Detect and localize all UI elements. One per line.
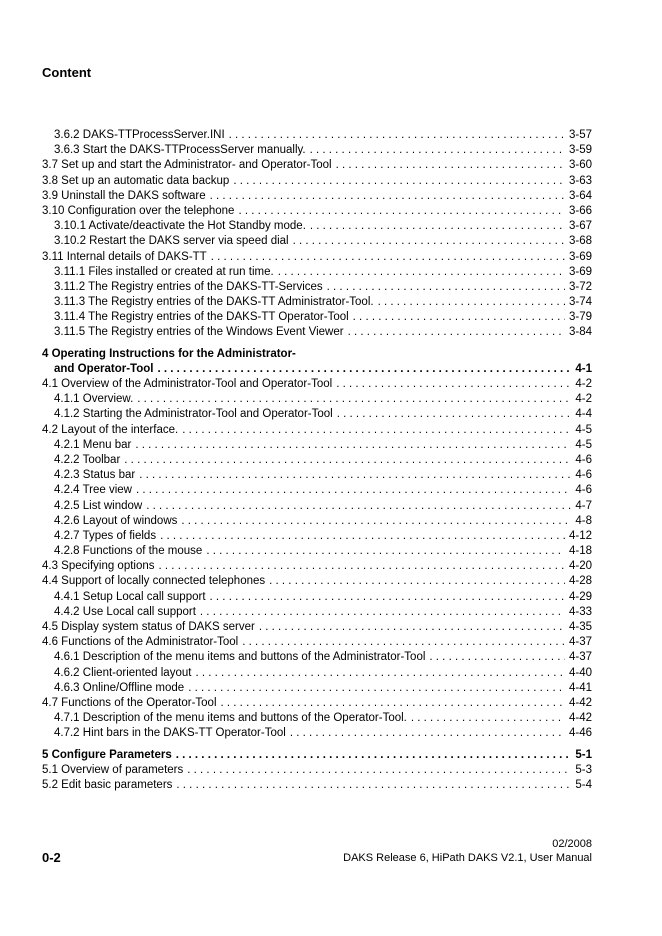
toc-entry[interactable] xyxy=(42,559,592,574)
toc-entry-page: 4-41 xyxy=(568,681,592,694)
toc-entry-title: 4.4.1 Setup Local call support xyxy=(54,590,206,603)
toc-entry-page: 4-5 xyxy=(575,438,592,451)
toc-entry-title: 3.10.1 Activate/deactivate the Hot Standby mode. xyxy=(54,220,306,233)
toc-entry-page: 3-69 xyxy=(568,250,592,263)
toc-entry-title: 4.2.1 Menu bar xyxy=(54,438,132,451)
dot-leader xyxy=(159,559,565,574)
toc-entry[interactable] xyxy=(42,778,592,793)
dot-leader xyxy=(310,143,565,158)
toc-entry[interactable] xyxy=(42,453,592,468)
toc-entry-page: 3-69 xyxy=(568,265,592,278)
dot-leader xyxy=(278,265,565,280)
toc-entry-title: 4.5 Display system status of DAKS server xyxy=(42,621,255,633)
dot-leader xyxy=(233,174,565,189)
toc-entry-page: 4-28 xyxy=(568,575,592,588)
toc-entry-title: 4.2.4 Tree view xyxy=(54,484,132,497)
toc-entry[interactable] xyxy=(42,219,592,234)
toc-entry-title: 4.1.1 Overview. xyxy=(54,393,134,406)
chapter-5-page: 5-1 xyxy=(575,748,592,761)
toc-entry-title: 4.6.3 Online/Offline mode xyxy=(54,681,185,694)
dot-leader xyxy=(210,590,565,605)
toc-entry[interactable] xyxy=(42,499,592,514)
toc-entry-page: 4-7 xyxy=(575,499,592,512)
toc-entry-page: 4-6 xyxy=(575,453,592,466)
toc-entry-title: 4.2.5 List window xyxy=(54,499,143,512)
toc-entry-title: 3.6.3 Start the DAKS-TTProcessServer manually. xyxy=(54,144,306,157)
toc-entry-title: 3.10.2 Restart the DAKS server via speed dial xyxy=(54,235,289,248)
toc-entry[interactable] xyxy=(42,280,592,295)
toc-entry-page: 4-20 xyxy=(568,560,592,573)
toc-entry-title: 4.1 Overview of the Administrator-Tool and Operator-Tool xyxy=(42,378,333,390)
toc-entry-title: 3.8 Set up an automatic data backup xyxy=(42,174,230,187)
toc-entry[interactable] xyxy=(42,377,592,392)
toc-entry-title: 3.11.5 The Registry entries of the Windows Event Viewer xyxy=(54,326,344,339)
dot-leader xyxy=(137,392,571,407)
toc-entry-title: 3.6.2 DAKS-TTProcessServer.INI xyxy=(54,129,225,141)
toc-entry-title: 4.6.1 Description of the menu items and buttons of the Administrator-Tool xyxy=(54,651,426,664)
toc-entry-page: 3-68 xyxy=(568,235,592,248)
dot-leader xyxy=(176,748,572,763)
toc-entry[interactable] xyxy=(42,726,592,741)
toc-entry-page: 4-18 xyxy=(568,545,592,558)
toc-entry[interactable] xyxy=(42,483,592,498)
toc-entry-page: 4-6 xyxy=(575,469,592,482)
dot-leader xyxy=(181,514,571,529)
dot-leader xyxy=(206,544,565,559)
toc-entry-title: 4.7.2 Hint bars in the DAKS-TT Operator-Tool xyxy=(54,727,286,740)
toc-entry-title: 4.6.2 Client-oriented layout xyxy=(54,666,192,679)
toc-entry-page: 3-60 xyxy=(568,159,592,172)
toc-entry-title: 3.11.2 The Registry entries of the DAKS-TT-Services xyxy=(54,280,323,293)
toc-entry[interactable] xyxy=(42,763,592,778)
toc-chapter-5[interactable] xyxy=(42,748,592,763)
chapter-5-title: 5 Configure Parameters xyxy=(42,748,172,761)
toc-entry[interactable] xyxy=(42,529,592,544)
toc-entry[interactable] xyxy=(42,574,592,589)
dot-leader xyxy=(310,219,565,234)
dot-leader xyxy=(157,362,571,377)
chapter-4-title-line2[interactable] xyxy=(42,362,592,377)
dot-leader xyxy=(242,635,565,650)
table-of-contents xyxy=(42,128,592,793)
dot-leader xyxy=(139,468,571,483)
dot-leader xyxy=(211,250,565,265)
toc-entry[interactable] xyxy=(42,407,592,422)
toc-entry-page: 4-46 xyxy=(568,727,592,740)
toc-entry-title: 3.11.1 Files installed or created at run time. xyxy=(54,265,274,278)
dot-leader xyxy=(336,377,571,392)
toc-entry-page: 4-29 xyxy=(568,590,592,603)
dot-leader xyxy=(327,280,565,295)
toc-entry-title: 5.1 Overview of parameters xyxy=(42,763,184,776)
dot-leader xyxy=(378,295,565,310)
toc-entry-page: 3-72 xyxy=(568,280,592,293)
toc-entry-title: 3.11 Internal details of DAKS-TT xyxy=(42,250,207,263)
toc-entry-page: 4-6 xyxy=(575,484,592,497)
dot-leader xyxy=(136,483,571,498)
toc-entry-page: 4-33 xyxy=(568,605,592,618)
toc-entry-title: 3.10 Configuration over the telephone xyxy=(42,204,235,217)
toc-entry-title: 4.3 Specifying options xyxy=(42,560,155,573)
toc-entry-title: 4.4.2 Use Local call support xyxy=(54,605,196,618)
toc-entry-page: 3-64 xyxy=(568,189,592,202)
dot-leader xyxy=(221,696,565,711)
dot-leader xyxy=(336,158,565,173)
toc-entry-title: 4.2.6 Layout of windows xyxy=(54,514,178,527)
toc-entry-page: 3-59 xyxy=(568,144,592,157)
dot-leader xyxy=(238,204,565,219)
toc-entry[interactable] xyxy=(42,635,592,650)
dot-leader xyxy=(411,711,565,726)
toc-entry-title: 4.2 Layout of the interface. xyxy=(42,423,179,436)
toc-entry[interactable] xyxy=(42,325,592,340)
toc-entry-page: 3-66 xyxy=(568,204,592,217)
dot-leader xyxy=(182,423,571,438)
toc-entry-title: 4.2.2 Toolbar xyxy=(54,453,121,466)
dot-leader xyxy=(429,650,565,665)
dot-leader xyxy=(269,574,565,589)
chapter-4-title-line1[interactable]: 4 Operating Instructions for the Administrator- xyxy=(42,347,296,360)
toc-entry[interactable] xyxy=(42,590,592,605)
chapter-4-title-text: and Operator-Tool xyxy=(54,362,154,375)
toc-entry[interactable] xyxy=(42,514,592,529)
toc-entry-page: 3-84 xyxy=(568,326,592,339)
toc-entry[interactable] xyxy=(42,392,592,407)
toc-entry-page: 4-4 xyxy=(575,408,592,421)
dot-leader xyxy=(124,453,571,468)
toc-entry[interactable] xyxy=(42,204,592,219)
toc-entry-page: 4-40 xyxy=(568,666,592,679)
toc-entry-title: 3.9 Uninstall the DAKS software xyxy=(42,189,206,202)
toc-entry[interactable] xyxy=(42,711,592,726)
dot-leader xyxy=(290,726,565,741)
toc-entry-page: 3-63 xyxy=(568,174,592,187)
toc-entry-title: 4.1.2 Starting the Administrator-Tool and Operator-Tool xyxy=(54,408,333,421)
toc-entry[interactable] xyxy=(42,158,592,173)
toc-entry[interactable] xyxy=(42,234,592,249)
toc-entry[interactable] xyxy=(42,189,592,204)
toc-entry-page: 4-42 xyxy=(568,696,592,709)
toc-entry[interactable] xyxy=(42,295,592,310)
dot-leader xyxy=(337,407,572,422)
toc-entry-page: 3-57 xyxy=(568,129,592,141)
toc-entry-title: 5.2 Edit basic parameters xyxy=(42,778,173,791)
toc-entry[interactable] xyxy=(42,605,592,620)
dot-leader xyxy=(200,605,565,620)
toc-entry[interactable] xyxy=(42,250,592,265)
chapter-4-page: 4-1 xyxy=(575,362,592,375)
toc-entry[interactable] xyxy=(42,438,592,453)
toc-entry-title: 4.7 Functions of the Operator-Tool xyxy=(42,696,217,709)
toc-entry[interactable] xyxy=(42,620,592,635)
dot-leader xyxy=(210,189,565,204)
toc-entry-page: 3-67 xyxy=(568,220,592,233)
toc-entry-page: 5-4 xyxy=(575,778,592,791)
dot-leader xyxy=(353,310,565,325)
toc-entry-title: 4.4 Support of locally connected telephones xyxy=(42,575,266,588)
dot-leader xyxy=(135,438,571,453)
toc-entry-page: 5-3 xyxy=(575,763,592,776)
toc-entry[interactable] xyxy=(42,143,592,158)
toc-entry[interactable] xyxy=(42,696,592,711)
toc-section-4 xyxy=(42,377,592,742)
toc-entry[interactable] xyxy=(42,468,592,483)
dot-leader xyxy=(259,620,565,635)
toc-entry-page: 3-74 xyxy=(568,296,592,309)
toc-entry-title: 4.2.3 Status bar xyxy=(54,469,136,482)
dot-leader xyxy=(188,681,565,696)
toc-entry[interactable] xyxy=(42,544,592,559)
toc-entry[interactable] xyxy=(42,310,592,325)
toc-entry-page: 4-5 xyxy=(575,423,592,436)
dot-leader xyxy=(146,499,571,514)
toc-section-3 xyxy=(42,128,592,341)
toc-entry-page: 4-2 xyxy=(575,393,592,406)
footer-date: 02/2008 xyxy=(552,838,592,850)
toc-entry[interactable] xyxy=(42,265,592,280)
dot-leader xyxy=(348,325,565,340)
toc-entry-title: 3.11.4 The Registry entries of the DAKS-TT Operator-Tool xyxy=(54,311,349,324)
dot-leader xyxy=(187,763,571,778)
toc-section-5 xyxy=(42,763,592,793)
toc-entry[interactable] xyxy=(42,666,592,681)
toc-entry-page: 4-12 xyxy=(568,529,592,542)
footer-document-title: DAKS Release 6, HiPath DAKS V2.1, User Manual xyxy=(343,852,592,864)
toc-entry[interactable] xyxy=(42,423,592,438)
toc-entry-page: 4-37 xyxy=(568,636,592,649)
footer-page-number: 0-2 xyxy=(42,850,61,865)
toc-entry-page: 3-79 xyxy=(568,311,592,324)
toc-entry-title: 4.2.8 Functions of the mouse xyxy=(54,545,203,558)
toc-entry-title: 4.7.1 Description of the menu items and buttons of the Operator-Tool. xyxy=(54,712,407,725)
toc-entry[interactable] xyxy=(42,681,592,696)
toc-entry[interactable] xyxy=(42,128,592,143)
dot-leader xyxy=(229,128,565,143)
dot-leader xyxy=(160,529,565,544)
toc-entry-page: 4-2 xyxy=(575,378,592,390)
toc-entry[interactable] xyxy=(42,174,592,189)
toc-entry-page: 4-37 xyxy=(568,651,592,664)
toc-entry-page: 4-8 xyxy=(575,514,592,527)
toc-entry-title: 4.6 Functions of the Administrator-Tool xyxy=(42,636,239,649)
dot-leader xyxy=(176,778,571,793)
toc-entry[interactable] xyxy=(42,650,592,665)
page-header-title: Content xyxy=(42,65,92,80)
toc-entry-page: 4-42 xyxy=(568,712,592,725)
toc-entry-title: 3.7 Set up and start the Administrator- and Operator-Tool xyxy=(42,159,332,172)
dot-leader xyxy=(195,666,565,681)
toc-chapter-4 xyxy=(42,347,592,377)
toc-entry-title: 4.2.7 Types of fields xyxy=(54,529,157,542)
toc-entry-page: 4-35 xyxy=(568,621,592,633)
toc-entry-title: 3.11.3 The Registry entries of the DAKS-TT Administrator-Tool. xyxy=(54,296,374,309)
dot-leader xyxy=(293,234,565,249)
